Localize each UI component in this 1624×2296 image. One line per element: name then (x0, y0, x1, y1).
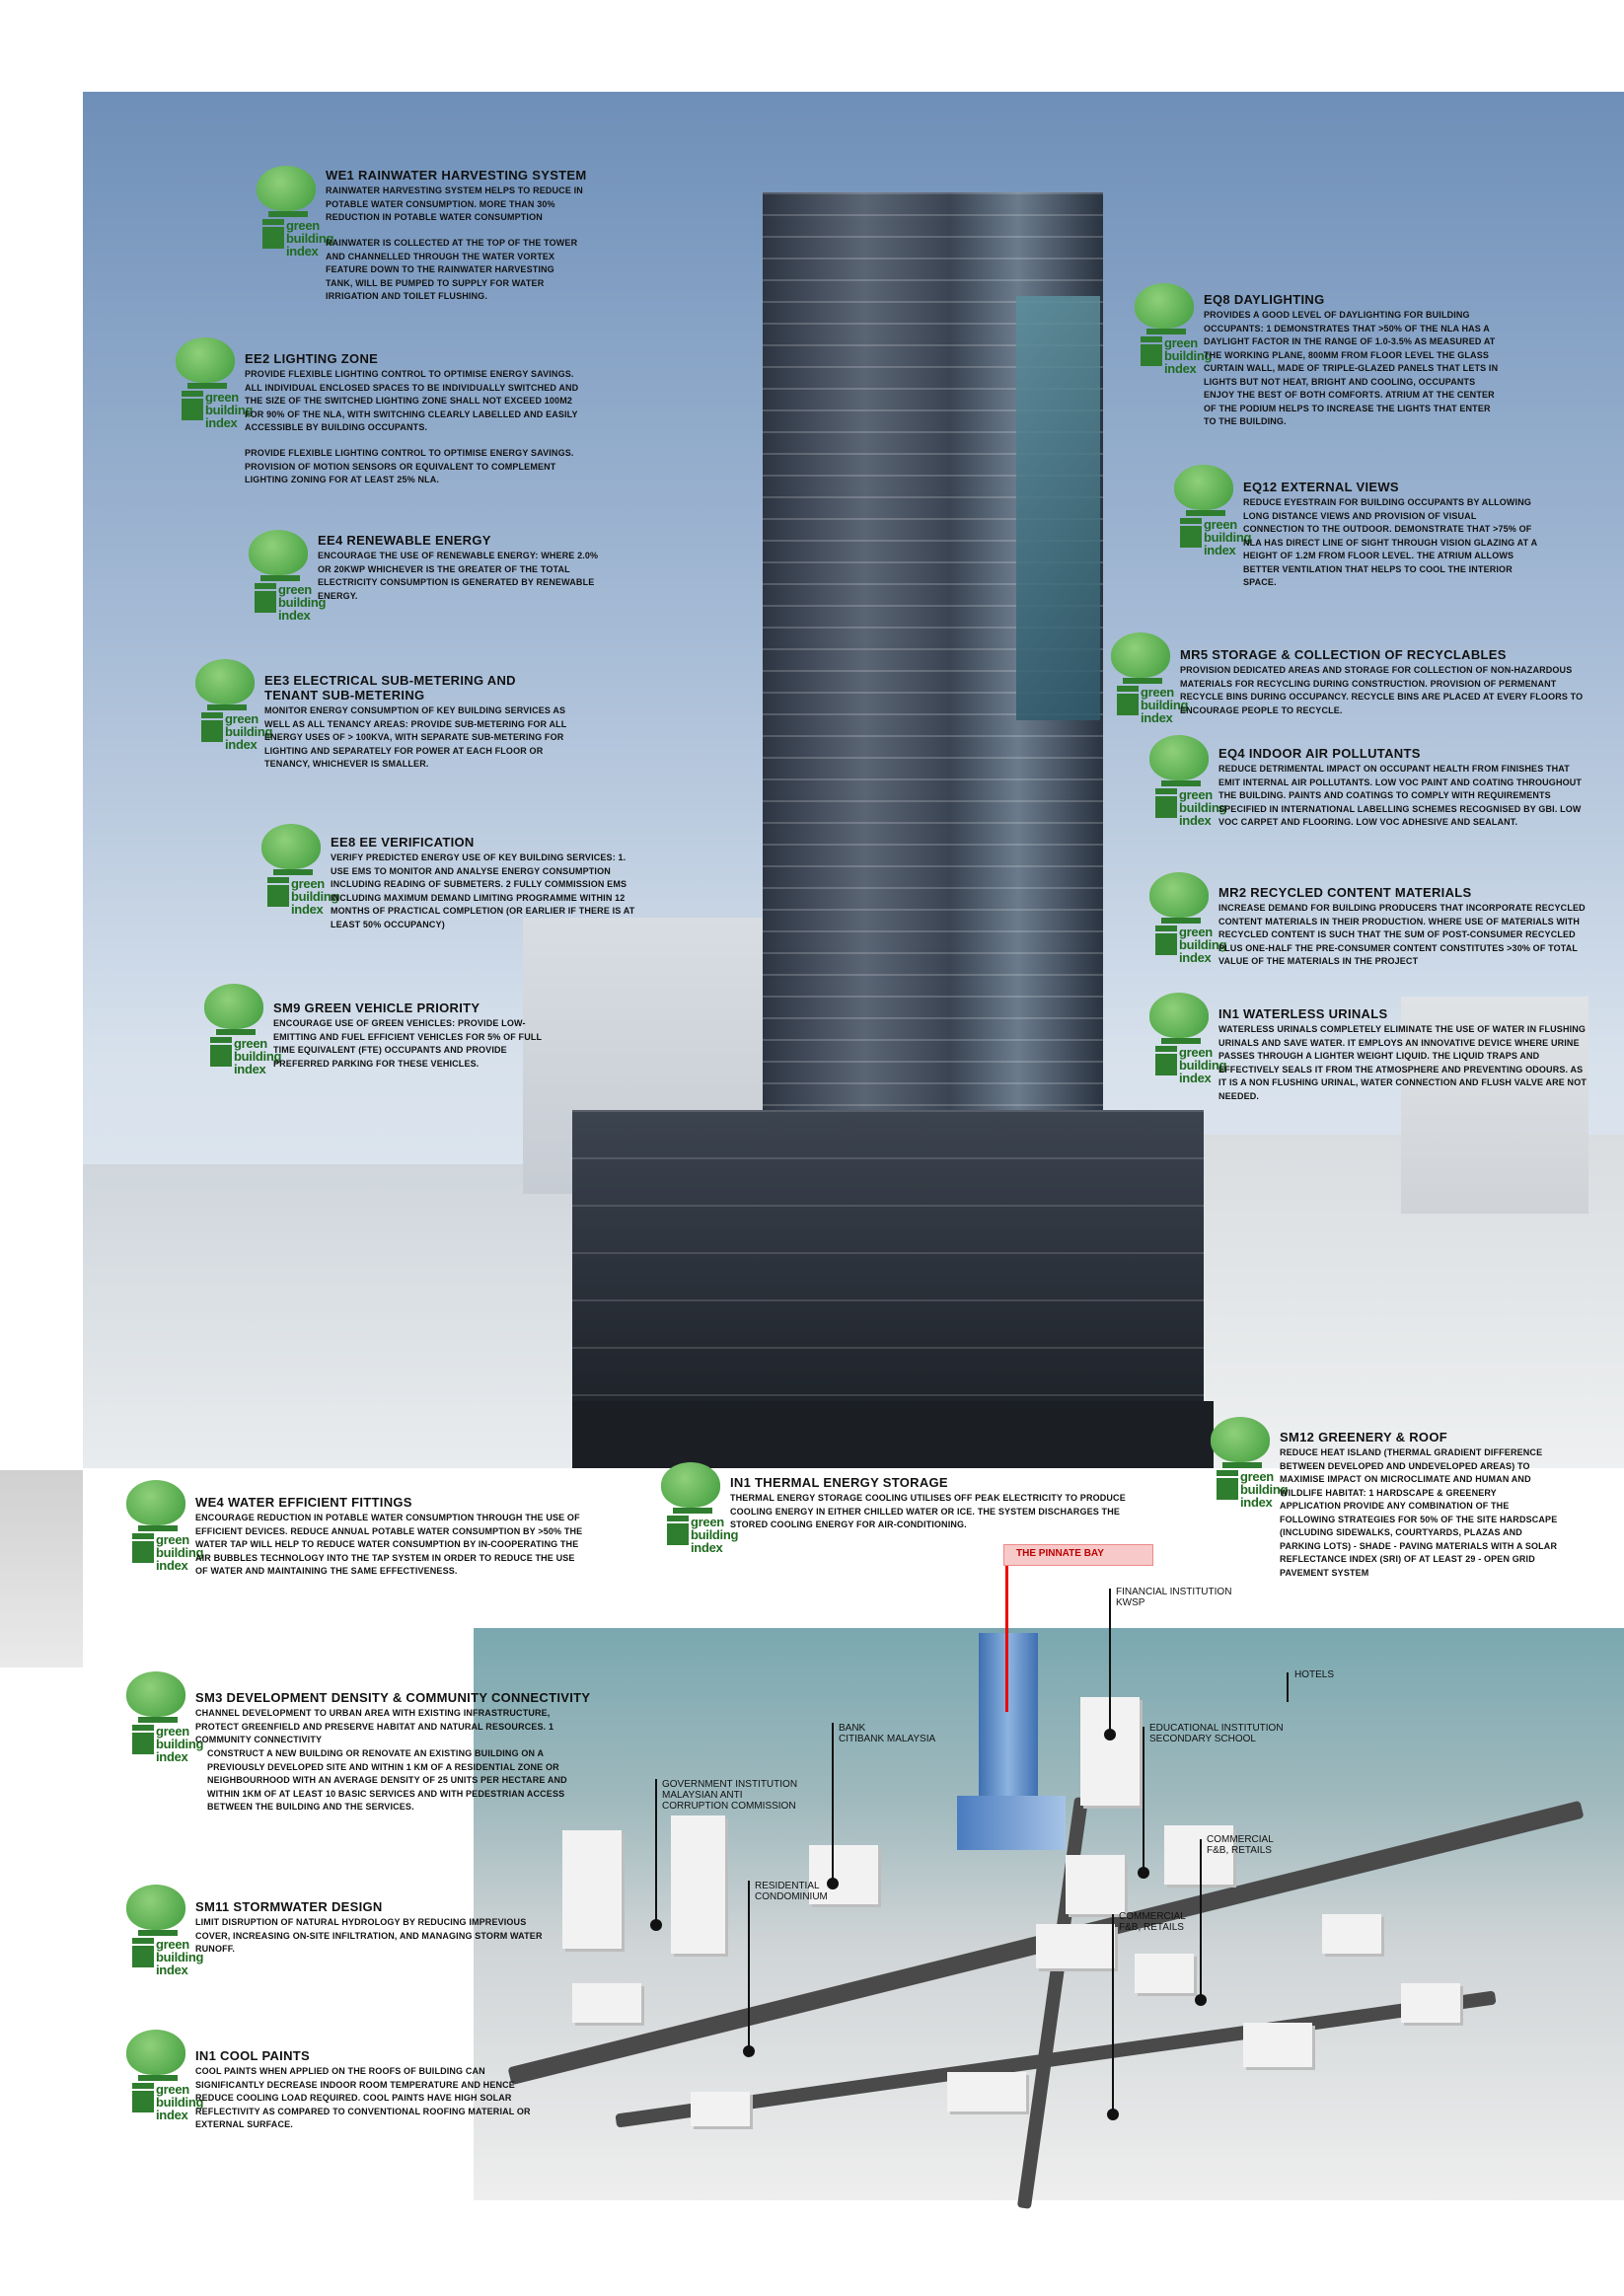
podium-floor-lines (572, 1110, 1204, 1406)
gbi-logo-icon (1209, 1417, 1289, 1516)
city-block (1135, 1954, 1194, 1993)
gbi-logo-trunk-bot (132, 1733, 154, 1754)
gbi-logo-text: index (1204, 543, 1236, 557)
gbi-logo-trunk-mid (1117, 686, 1139, 692)
label-financial: FINANCIAL INSTITUTION (1116, 1587, 1232, 1597)
gbi-logo-trunk-mid (1155, 926, 1177, 931)
criteria-description: WATERLESS URINALS COMPLETELY ELIMINATE THE USE OF WATER IN FLUSHING URINALS AND SAVE WATER. IT EMPLOYS AN INNOVATIVE DEVICE WHERE URINE PASSES THROUGH A LIGHTER WEIGHT LIQUID. THE LIQUID TRAPS AND EFFECTIVELY SEALS IT FROM THE ATMOSPHERE AND PREVENTING ODOURS. AS IT IS A NON FLUSHING URINAL, WATER CONNECTION AND FLUSH VALVE ARE NOT NEEDED. (1218, 1024, 1587, 1101)
criteria-title-line2: TENANT SUB-METERING (264, 688, 425, 703)
gbi-logo-trunk-top (216, 1029, 256, 1035)
gbi-logo-trunk-top (673, 1508, 712, 1514)
criteria-description: MONITOR ENERGY CONSUMPTION OF KEY BUILDING SERVICES AS WELL AS ALL TENANCY AREAS: PROVIDE SUB-METERING FOR ALL ENERGY USES OF > 100KVA, WITH SEPARATE SUB-METERING FOR LIGHTING AND SEPARATELY FOR POWER AT EACH FLOOR OR TENANCY, WHICHEVER IS SMALLER. (264, 705, 567, 769)
gbi-logo-trunk-bot (262, 227, 284, 249)
criteria-title: EE2 LIGHTING ZONE (245, 351, 379, 366)
criteria-description: REDUCE EYESTRAIN FOR BUILDING OCCUPANTS BY ALLOWING LONG DISTANCE VIEWS AND PROVISION OF VISUAL CONNECTION TO THE OUTDOOR. DEMONSTRATE THAT >75% OF NLA HAS DIRECT LINE OF SIGHT THROUGH VISION GLAZING AT A HEIGHT OF 1.2M FROM FLOOR LEVEL. THE ATRIUM ALLOWS BETTER VENTILATION THAT HELPS TO COOL THE INTERIOR SPACE. (1243, 497, 1537, 587)
gbi-logo-text: index (205, 415, 238, 430)
gbi-logo-text: index (691, 1540, 723, 1555)
gbi-logo-trunk-top (207, 704, 247, 710)
city-block (562, 1830, 622, 1949)
gbi-logo-trunk-bot (667, 1523, 689, 1545)
gbi-logo-trunk-top (1186, 510, 1225, 516)
gbi-logo-text: building (156, 1545, 204, 1560)
criteria-title: WE4 WATER EFFICIENT FITTINGS (195, 1495, 412, 1510)
gbi-logo-trunk-mid (1180, 518, 1202, 524)
gbi-logo-tree (126, 1671, 185, 1717)
gbi-logo-trunk-top (138, 1717, 178, 1723)
gbi-logo-trunk-mid (1155, 1046, 1177, 1052)
gbi-logo-text: building (1164, 348, 1213, 363)
gbi-logo-text: green (1240, 1469, 1274, 1484)
callout-dot-financial (1104, 1729, 1116, 1741)
label-bank-sub: CITIBANK MALAYSIA (839, 1734, 936, 1744)
gbi-logo-text: building (291, 889, 339, 904)
criteria-description: RAINWATER HARVESTING SYSTEM HELPS TO REDUCE IN POTABLE WATER CONSUMPTION. MORE THAN 30% REDUCTION IN POTABLE WATER CONSUMPTION (326, 185, 583, 222)
city-block (947, 2072, 1026, 2111)
gbi-logo-icon (124, 2030, 204, 2128)
gbi-logo-text: green (1179, 787, 1213, 802)
gbi-logo-text: index (1141, 710, 1173, 725)
gbi-logo-text: green (156, 2082, 189, 2097)
gbi-logo-icon (259, 824, 339, 923)
gbi-logo-icon (193, 659, 273, 758)
gbi-logo-tree (261, 824, 321, 869)
gbi-logo-tree (1135, 283, 1194, 329)
gbi-logo-text: green (234, 1036, 267, 1051)
ground-left (83, 1164, 596, 1470)
criteria-title: SM3 DEVELOPMENT DENSITY & COMMUNITY CONNECTIVITY (195, 1690, 591, 1705)
gbi-logo-tree (661, 1462, 720, 1508)
criteria-title: EQ8 DAYLIGHTING (1204, 292, 1325, 307)
callout-line-government (655, 1779, 657, 1922)
gbi-logo-trunk-bot (255, 591, 276, 613)
gbi-logo-text: building (205, 403, 254, 417)
gbi-logo-tree (1174, 465, 1233, 510)
gbi-logo-trunk-bot (132, 1946, 154, 1967)
label-government-sub2: CORRUPTION COMMISSION (662, 1801, 796, 1812)
gbi-logo-text: index (1164, 361, 1197, 376)
label-hotels: HOTELS (1294, 1669, 1335, 1680)
callout-dot-commercial1 (1195, 1994, 1207, 2006)
criteria-description: PROVISION DEDICATED AREAS AND STORAGE FOR COLLECTION OF NON-HAZARDOUS MATERIALS FOR RECYCLING DURING CONSTRUCTION. PROVISION OF PERMENANT RECYCLE BINS DURING OCCUPANCY. RECYCLE BINS ARE PLACED AT EVERY FLOORS TO ENCOURAGE PEOPLE TO RECYCLE. (1180, 665, 1584, 715)
callout-dot-bank (827, 1878, 839, 1889)
gbi-logo-tree (257, 166, 316, 211)
gbi-logo-text: index (156, 1963, 188, 1977)
criteria-title: SM9 GREEN VEHICLE PRIORITY (273, 1000, 480, 1015)
callout-line-educational (1143, 1727, 1144, 1870)
gbi-logo-tree (1211, 1417, 1270, 1462)
callout-dot-residential (743, 2045, 755, 2057)
gbi-logo-trunk-mid (262, 219, 284, 225)
criteria-description: COOL PAINTS WHEN APPLIED ON THE ROOFS OF BUILDING CAN SIGNIFICANTLY DECREASE INDOOR ROOM TEMPERATURE AND HENCE REDUCE COOLING LOAD REQUIRED. COOL PAINTS HAVE HIGH SOLAR REFLECTIVITY AS COMPARED TO CONVENTIONAL ROOFING MATERIAL OR EXTERNAL SURFACE. (195, 2066, 531, 2129)
gbi-logo-trunk-bot (210, 1045, 232, 1067)
gbi-logo-text: green (286, 218, 320, 233)
pinnate-podium-model (957, 1796, 1066, 1850)
gbi-logo-tree (1149, 872, 1209, 918)
criteria-description: VERIFY PREDICTED ENERGY USE OF KEY BUILDING SERVICES: 1. USE EMS TO MONITOR AND ANALYSE ENERGY CONSUMPTION INCLUDING READING OF SUBMETERS. 2 FULLY COMMISSION EMS INCLUDING MAXIMUM DEMAND LIMITING PROGRAMME WITHIN 12 MONTHS OF PRACTICAL COMPLETION (OR EARLIER IF THERE IS AT LEAST 50% OCCUPANCY) (331, 852, 635, 929)
gbi-logo-tree (204, 984, 263, 1029)
gbi-logo-trunk-top (1161, 1038, 1201, 1044)
gbi-logo-icon (1109, 632, 1189, 731)
label-residential-sub: CONDOMINIUM (755, 1891, 828, 1902)
gbi-logo-trunk-bot (1155, 933, 1177, 955)
gbi-logo-trunk-bot (201, 720, 223, 742)
gbi-logo-text: green (1141, 685, 1174, 700)
gbi-logo-trunk-top (187, 383, 227, 389)
criteria-description: CHANNEL DEVELOPMENT TO URBAN AREA WITH EXISTING INFRASTRUCTURE, PROTECT GREENFIELD AND PRESERVE HABITAT AND NATURAL RESOURCES. 1 COMMUNITY CONNECTIVITY (195, 1708, 554, 1744)
city-block (572, 1983, 641, 2023)
city-block (1066, 1855, 1125, 1914)
gbi-logo-text: building (225, 724, 273, 739)
gbi-logo-text: green (156, 1532, 189, 1547)
gbi-logo-text: index (291, 902, 324, 917)
label-government-sub1: MALAYSIAN ANTI (662, 1790, 743, 1801)
gbi-logo-tree (176, 337, 235, 383)
gbi-logo-trunk-bot (267, 885, 289, 907)
city-block (1401, 1983, 1460, 2023)
gbi-logo-trunk-bot (1217, 1478, 1238, 1500)
gbi-logo-text: green (1204, 517, 1237, 532)
gbi-logo-text: building (234, 1049, 282, 1064)
city-block (1322, 1914, 1381, 1954)
gbi-logo-trunk-top (273, 869, 313, 875)
criteria-title: EQ12 EXTERNAL VIEWS (1243, 480, 1399, 494)
criteria-title: IN1 COOL PAINTS (195, 2048, 310, 2063)
gbi-logo-text: building (691, 1527, 739, 1542)
gbi-logo-text: building (1240, 1482, 1289, 1497)
criteria-title: MR2 RECYCLED CONTENT MATERIALS (1218, 885, 1472, 900)
label-commercial-2: COMMERCIAL (1119, 1911, 1186, 1922)
gbi-logo-tree (195, 659, 255, 704)
criteria-description: THERMAL ENERGY STORAGE COOLING UTILISES OFF PEAK ELECTRICITY TO PRODUCE COOLING ENERGY IN EITHER CHILLED WATER OR ICE. THE SYSTEM DISCHARGES THE STORED COOLING ENERGY FOR AIR-CONDITIONING. (730, 1493, 1126, 1529)
city-block (1036, 1924, 1115, 1968)
gbi-logo-tree (126, 2030, 185, 2075)
gbi-logo-trunk-bot (1180, 526, 1202, 548)
gbi-logo-icon (659, 1462, 739, 1561)
gbi-logo-text: index (225, 737, 258, 752)
callout-line-residential (748, 1881, 750, 2048)
gbi-logo-tree (126, 1885, 185, 1930)
gbi-logo-text: green (1179, 1045, 1213, 1060)
label-residential: RESIDENTIAL (755, 1881, 820, 1891)
gbi-logo-text: building (1179, 1058, 1227, 1073)
criteria-description: ENCOURAGE REDUCTION IN POTABLE WATER CONSUMPTION THROUGH THE USE OF EFFICIENT DEVICES. REDUCE ANNUAL POTABLE WATER CONSUMPTION BY >50% THE WATER TAP WILL HELP TO REDUCE WATER CONSUMPTION BY IN-COOPERATING THE AIR BUBBLES TECHNOLOGY INTO THE TAP SYSTEM IN ORDER TO REDUCE THE USE OF WATER AND MAINTAINING THE SAME EFFECTIVENESS. (195, 1513, 583, 1576)
gbi-logo-trunk-mid (667, 1516, 689, 1521)
gbi-logo-trunk-mid (132, 1938, 154, 1944)
gbi-logo-icon (1133, 283, 1213, 382)
pinnate-tower-model (979, 1633, 1038, 1811)
gbi-logo-icon (202, 984, 282, 1082)
gbi-logo-trunk-top (1161, 780, 1201, 786)
criteria-description: INCREASE DEMAND FOR BUILDING PRODUCERS THAT INCORPORATE RECYCLED CONTENT MATERIALS IN THEIR PRODUCTION. WHERE USE OF MATERIALS WITH RECYCLED CONTENT IS SUCH THAT THE SUM OF POST-CONSUMER RECYCLED PLUS ONE-HALF THE PRE-CONSUMER CONTENT CONSTITUTES >30% OF TOTAL VALUE OF THE MATERIALS IN THE PROJECT (1218, 903, 1586, 966)
gbi-logo-text: index (156, 1558, 188, 1573)
callout-line-hotels (1287, 1672, 1289, 1702)
city-block (691, 2092, 750, 2126)
gbi-logo-trunk-bot (132, 2091, 154, 2112)
gbi-logo-trunk-bot (1141, 344, 1162, 366)
gbi-logo-trunk-top (138, 1930, 178, 1936)
gbi-logo-text: index (1240, 1495, 1273, 1510)
gbi-logo-tree (126, 1480, 185, 1525)
label-commercial-1: COMMERCIAL (1207, 1834, 1274, 1845)
tower-glass-curtain (1016, 296, 1100, 720)
grey-band (0, 1470, 83, 1667)
gbi-logo-trunk-mid (201, 712, 223, 718)
criteria-title: SM11 STORMWATER DESIGN (195, 1899, 383, 1914)
criteria-title: MR5 STORAGE & COLLECTION OF RECYCLABLES (1180, 647, 1507, 662)
criteria-description: PROVIDES A GOOD LEVEL OF DAYLIGHTING FOR BUILDING OCCUPANTS: 1 DEMONSTRATES THAT >50% OF THE NLA HAS A DAYLIGHT FACTOR IN THE RANGE OF 1.0-3.5% AS MEASURED AT THE WORKING PLANE, 800MM FROM FLOOR LEVEL THE GLASS CURTAIN WALL, MADE OF TRIPLE-GLAZED PANELS THAT LETS IN LIGHTS BUT NOT HEAT, BRIGHT AND COOLING, OCCUPANTS ENJOY THE BEST OF BOTH COMFORTS. ATRIUM AT THE CENTER OF THE PODIUM HELPS TO INCREASE THE LIGHTS THAT ENTER TO THE BUILDING. (1204, 310, 1499, 426)
criteria-description: REDUCE HEAT ISLAND (THERMAL GRADIENT DIFFERENCE BETWEEN DEVELOPED AND UNDEVELOPED AREAS) TO MAXIMISE IMPACT ON MICROCLIMATE AND HUMAN AND WILDLIFE HABITAT: 1 HARDSCAPE & GREENERY APPLICATION PROVIDE ANY COMBINATION OF THE FOLLOWING STRATEGIES FOR 50% OF THE SITE HARDSCAPE (INCLUDING SIDEWALKS, COURTYARDS, PLAZAS AND PARKING LOTS) - SHADE - PAVING MATERIALS WITH A SOLAR REFLECTANCE INDEX (SRI) OF AT LEAST 29 - OPEN GRID PAVEMENT SYSTEM (1280, 1447, 1558, 1578)
criteria-description: PROVIDE FLEXIBLE LIGHTING CONTROL TO OPTIMISE ENERGY SAVINGS. ALL INDIVIDUAL ENCLOSED SPACES TO BE INDIVIDUALLY SWITCHED AND THE SIZE OF THE SWITCHED LIGHTING ZONE SHALL NOT EXCEED 100M2 FOR 90% OF THE NLA, WITH SWITCHING CLEARLY LABELLED AND EASILY ACCESSIBLE BY BUILDING OCCUPANTS. (245, 369, 579, 432)
criteria-title: EE4 RENEWABLE ENERGY (318, 533, 491, 548)
gbi-logo-icon (1147, 993, 1227, 1091)
gbi-logo-text: index (234, 1062, 266, 1076)
gbi-logo-icon (255, 166, 334, 264)
gbi-logo-trunk-mid (210, 1037, 232, 1043)
criteria-title: EE8 EE VERIFICATION (331, 835, 475, 850)
gbi-logo-icon (247, 530, 327, 629)
gbi-logo-trunk-top (260, 575, 300, 581)
criteria-title: IN1 THERMAL ENERGY STORAGE (730, 1475, 948, 1490)
gbi-logo-text: green (1179, 925, 1213, 939)
gbi-logo-icon (124, 1671, 204, 1770)
pinnate-pointer-line (1005, 1564, 1008, 1712)
gbi-logo-trunk-mid (267, 877, 289, 883)
gbi-logo-text: index (156, 2108, 188, 2122)
gbi-logo-trunk-mid (1217, 1470, 1238, 1476)
basement-section (572, 1401, 1214, 1468)
label-government: GOVERNMENT INSTITUTION (662, 1779, 798, 1790)
callout-dot-educational (1138, 1867, 1149, 1879)
gbi-logo-text: building (286, 231, 334, 246)
criteria-description-extra: CONSTRUCT A NEW BUILDING OR RENOVATE AN EXISTING BUILDING ON A PREVIOUSLY DEVELOPED SITE AND WITHIN 1 KM OF A RESIDENTIAL ZONE OR NEIGHBOURHOOD WITH AN AVERAGE DENSITY OF 25 UNITS PER HECTARE AND WITHIN 1KM OF AT LEAST 10 BASIC SERVICES AND WITH PEDESTRIAN ACCESS BETWEEN THE BUILDING AND THE SERVICES. (207, 1748, 567, 1812)
gbi-logo-trunk-mid (132, 1533, 154, 1539)
gbi-logo-icon (124, 1885, 204, 1983)
gbi-logo-trunk-mid (255, 583, 276, 589)
gbi-logo-text: index (1179, 1071, 1212, 1085)
gbi-logo-trunk-top (1146, 329, 1186, 334)
criteria-description: REDUCE DETRIMENTAL IMPACT ON OCCUPANT HEALTH FROM FINISHES THAT EMIT INTERNAL AIR POLLUTANTS. LOW VOC PAINT AND COATING THROUGHOUT THE BUILDING. PAINTS AND COATINGS TO COMPLY WITH REQUIREMENTS SPECIFIED IN INTERNATIONAL LABELLING SCHEMES RECOGNISED BY GBI. LOW VOC CARPET AND FLOORING. LOW VOC ADHESIVE AND SEALANT. (1218, 764, 1583, 827)
gbi-logo-trunk-top (1123, 678, 1162, 684)
gbi-logo-text: building (1141, 698, 1189, 712)
label-educational-sub: SECONDARY SCHOOL (1149, 1734, 1256, 1744)
criteria-description: ENCOURAGE THE USE OF RENEWABLE ENERGY: WHERE 2.0% OR 20KWP WHICHEVER IS THE GREATER OF THE TOTAL ELECTRICITY CONSUMPTION IS GENERATED BY RENEWABLE ENERGY. (318, 551, 599, 601)
gbi-logo-text: building (1204, 530, 1252, 545)
gbi-logo-text: green (278, 582, 312, 597)
gbi-logo-text: index (278, 608, 311, 623)
callout-dot-commercial2 (1107, 2109, 1119, 2120)
gbi-logo-trunk-mid (1141, 336, 1162, 342)
gbi-logo-text: building (1179, 937, 1227, 952)
criteria-title: EQ4 INDOOR AIR POLLUTANTS (1218, 746, 1421, 761)
gbi-logo-trunk-mid (132, 2083, 154, 2089)
gbi-logo-icon (124, 1480, 204, 1579)
callout-line-financial (1109, 1589, 1111, 1732)
gbi-logo-text: index (1179, 813, 1212, 828)
gbi-logo-text: building (278, 595, 327, 610)
criteria-title: WE1 RAINWATER HARVESTING SYSTEM (326, 168, 587, 183)
label-financial-sub: KWSP (1116, 1597, 1145, 1608)
gbi-logo-icon (1147, 735, 1227, 834)
criteria-description-extra: RAINWATER IS COLLECTED AT THE TOP OF THE TOWER AND CHANNELLED THROUGH THE WATER VORTEX FEATURE DOWN TO THE RAINWATER HARVESTING TANK, WILL BE PUMPED TO SUPPLY FOR WATER IRRIGATION AND TOILET FLUSHING. (326, 238, 578, 301)
gbi-logo-trunk-top (268, 211, 308, 217)
criteria-title: EE3 ELECTRICAL SUB-METERING AND (264, 673, 516, 688)
gbi-logo-trunk-mid (182, 391, 203, 397)
gbi-logo-trunk-bot (132, 1541, 154, 1563)
gbi-logo-trunk-mid (1155, 788, 1177, 794)
gbi-logo-icon (1172, 465, 1252, 563)
city-block (1243, 2023, 1312, 2067)
gbi-logo-trunk-top (138, 1525, 178, 1531)
pinnate-label: THE PINNATE BAY (1016, 1548, 1104, 1559)
gbi-logo-text: index (286, 244, 319, 259)
criteria-title: SM12 GREENERY & ROOF (1280, 1430, 1447, 1444)
callout-line-bank (832, 1723, 834, 1881)
gbi-logo-trunk-top (1161, 918, 1201, 924)
gbi-logo-text: green (205, 390, 239, 405)
gbi-logo-tree (1149, 735, 1209, 780)
label-bank: BANK (839, 1723, 866, 1734)
gbi-logo-text: green (691, 1515, 724, 1529)
gbi-logo-icon (174, 337, 254, 436)
label-commercial-2-sub: F&B, RETAILS (1119, 1922, 1184, 1933)
gbi-logo-tree (1111, 632, 1170, 678)
gbi-logo-text: building (156, 1950, 204, 1964)
gbi-logo-trunk-top (138, 2075, 178, 2081)
gbi-logo-text: green (156, 1724, 189, 1739)
gbi-logo-text: index (1179, 950, 1212, 965)
gbi-logo-trunk-bot (1117, 694, 1139, 715)
gbi-logo-text: index (156, 1749, 188, 1764)
criteria-description: LIMIT DISRUPTION OF NATURAL HYDROLOGY BY REDUCING IMPREVIOUS COVER, INCREASING ON-SITE INFILTRATION, AND MANAGING STORM WATER RUNOFF. (195, 1917, 543, 1954)
gbi-logo-text: green (291, 876, 325, 891)
gbi-logo-text: green (156, 1937, 189, 1952)
gbi-logo-trunk-bot (1155, 796, 1177, 818)
gbi-logo-icon (1147, 872, 1227, 971)
gbi-logo-trunk-top (1222, 1462, 1262, 1468)
city-block (671, 1815, 725, 1954)
gbi-logo-tree (1149, 993, 1209, 1038)
criteria-description: ENCOURAGE USE OF GREEN VEHICLES: PROVIDE LOW-EMITTING AND FUEL EFFICIENT VEHICLES FOR 5% OF FULL TIME EQUIVALENT (FTE) OCCUPANTS AND PROVIDE PREFERRED PARKING FOR THESE VEHICLES. (273, 1018, 542, 1069)
criteria-title: IN1 WATERLESS URINALS (1218, 1006, 1388, 1021)
gbi-logo-trunk-bot (182, 399, 203, 420)
gbi-logo-text: building (156, 2095, 204, 2110)
gbi-logo-text: green (225, 711, 258, 726)
gbi-logo-trunk-bot (1155, 1054, 1177, 1075)
callout-dot-government (650, 1919, 662, 1931)
gbi-logo-text: green (1164, 335, 1198, 350)
gbi-logo-tree (249, 530, 308, 575)
callout-line-commercial2 (1112, 1914, 1114, 2111)
label-commercial-1-sub: F&B, RETAILS (1207, 1845, 1272, 1856)
gbi-logo-text: building (156, 1737, 204, 1751)
gbi-logo-text: building (1179, 800, 1227, 815)
gbi-logo-trunk-mid (132, 1725, 154, 1731)
label-educational: EDUCATIONAL INSTITUTION (1149, 1723, 1284, 1734)
criteria-description-extra: PROVIDE FLEXIBLE LIGHTING CONTROL TO OPTIMISE ENERGY SAVINGS. PROVISION OF MOTION SENSORS OR EQUIVALENT TO COMPLEMENT LIGHTING ZONING FOR AT LEAST 25% NLA. (245, 448, 574, 484)
callout-line-commercial1 (1200, 1839, 1202, 1997)
